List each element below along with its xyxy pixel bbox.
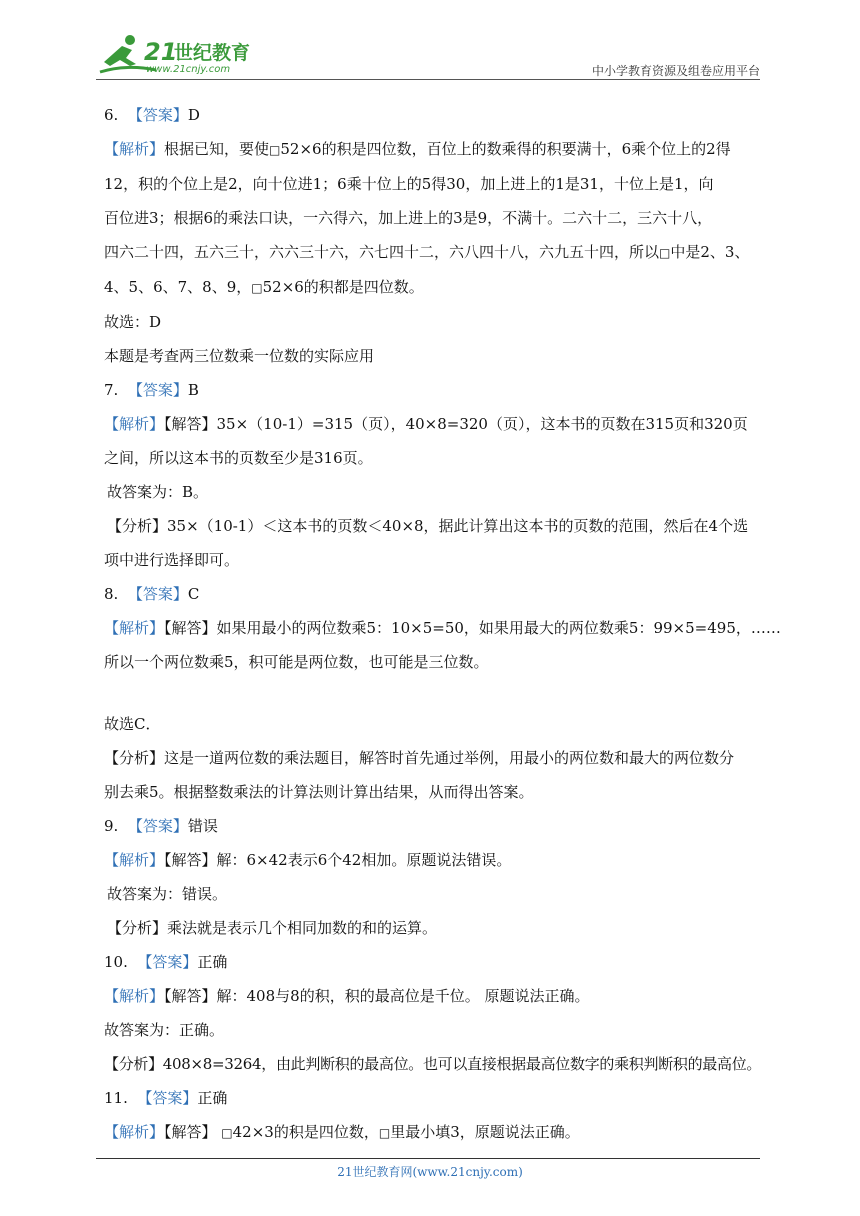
question-number: 6.	[104, 106, 119, 124]
answer-value: 正确	[197, 953, 228, 971]
text: 【解答】解：6×42表示6个42相加。原题说法错误。	[164, 851, 512, 869]
analysis-tag: 【解析】	[104, 851, 165, 869]
q7-analysis-line-2: 之间，所以这本书的页数至少是316页。	[104, 449, 373, 467]
q8-answer-line	[104, 577, 764, 611]
question-number: 7.	[104, 381, 119, 399]
blank-box: □	[221, 1126, 233, 1140]
answer-value: 错误	[187, 817, 218, 835]
q11-analysis-line-1	[104, 1115, 764, 1150]
q9-explanation: 【分析】乘法就是表示几个相同加数的和的运算。	[107, 919, 438, 937]
text: 4、5、6、7、8、9，	[104, 278, 252, 296]
analysis-tag: 【解析】	[104, 140, 165, 158]
text: 根据已知，要使	[164, 140, 270, 158]
q7-answer-line	[104, 373, 764, 407]
q10-analysis-line-1	[104, 979, 764, 1013]
answer-tag: 【答案】	[127, 817, 188, 835]
q9-final-answer: 故答案为：错误。	[107, 885, 228, 903]
q9-answer-line	[104, 809, 764, 843]
text: 42×3的积是四位数，	[232, 1123, 379, 1141]
header-divider	[96, 79, 760, 80]
q8-explanation-line-2: 别去乘5。根据整数乘法的计算法则计算出结果，从而得出答案。	[104, 783, 534, 801]
q11-answer-line	[104, 1081, 764, 1115]
answer-value: B	[187, 381, 199, 399]
answer-tag: 【答案】	[137, 953, 198, 971]
svg-text:21: 21	[144, 38, 178, 66]
text: 里最小填3，原题说法正确。	[390, 1123, 580, 1141]
footer-divider	[96, 1158, 760, 1159]
q8-explanation-line-1: 【分析】这是一道两位数的乘法题目，解答时首先通过举例，用最小的两位数和最大的两位数分	[104, 749, 735, 767]
answer-tag: 【答案】	[137, 1089, 198, 1107]
text: 【解答】35×（10-1）=315（页），40×8=320（页），这本书的页数在315页和320页	[164, 415, 748, 433]
answer-value: D	[187, 106, 200, 124]
q6-answer-line	[104, 98, 764, 132]
analysis-tag: 【解析】	[104, 1123, 165, 1141]
answer-tag: 【答案】	[127, 381, 188, 399]
q8-analysis-line-2: 所以一个两位数乘5，积可能是两位数，也可能是三位数。	[104, 653, 489, 671]
q6-analysis-line-2: 12，积的个位上是2，向十位进1；6乘十位上的5得30，加上进上的1是31，十位上是1，向	[104, 175, 714, 193]
text: 四六二十四，五六三十，六六三十六，六七四十二，六八四十八，六九五十四，所以	[104, 243, 660, 261]
q7-explanation-line-2: 项中进行选择即可。	[104, 551, 240, 569]
text: 【解答】解：408与8的积，积的最高位是千位。 原题说法正确。	[164, 987, 590, 1005]
q8-choice: 故选C．	[104, 715, 161, 733]
text: 52×6的积都是四位数。	[262, 278, 424, 296]
question-number: 10.	[104, 953, 128, 971]
blank-box: □	[378, 1126, 391, 1140]
blank-box: □	[251, 281, 263, 295]
platform-tagline: 中小学教育资源及组卷应用平台	[591, 64, 760, 78]
text: 中是2、3、	[670, 243, 750, 261]
svg-text:世纪教育: 世纪教育	[174, 42, 251, 64]
q10-final-answer: 故答案为：正确。	[104, 1021, 225, 1039]
analysis-tag: 【解析】	[104, 415, 165, 433]
svg-text:www.21cnjy.com: www.21cnjy.com	[146, 64, 231, 75]
page-footer: 21世纪教育网(www.21cnjy.com)	[337, 1165, 523, 1179]
q6-analysis-line-3: 百位进3；根据6的乘法口诀，一六得六，加上进上的3是9，不满十。二六十二，三六十八，	[104, 209, 713, 227]
blank-box: □	[269, 143, 281, 157]
text: 【解答】如果用最小的两位数乘5：10×5=50，如果用最大的两位数乘5：99×5=495，……	[164, 619, 781, 637]
answer-value: C	[187, 585, 200, 603]
logo-graphic	[96, 28, 296, 78]
question-number: 11.	[104, 1089, 128, 1107]
answer-tag: 【答案】	[127, 585, 188, 603]
answer-value: 正确	[197, 1089, 228, 1107]
blank-box: □	[659, 246, 671, 260]
q9-analysis-line-1	[104, 843, 764, 877]
q10-explanation: 【分析】408×8=3264，由此判断积的最高位。也可以直接根据最高位数字的乘积判断积的最高位。	[104, 1055, 762, 1073]
question-number: 9.	[104, 817, 119, 835]
answer-tag: 【答案】	[127, 106, 188, 124]
question-number: 8.	[104, 585, 119, 603]
q6-analysis-line-4	[104, 235, 764, 270]
analysis-tag: 【解析】	[104, 619, 165, 637]
q6-analysis-line-5	[104, 270, 764, 305]
logo	[96, 28, 296, 78]
q6-note: 本题是考查两三位数乘一位数的实际应用	[104, 347, 375, 365]
q7-final-answer: 故答案为：B。	[107, 483, 209, 501]
q6-analysis-line-1	[104, 132, 764, 167]
analysis-tag: 【解析】	[104, 987, 165, 1005]
q10-answer-line	[104, 945, 764, 979]
spacer	[104, 679, 764, 707]
text: 52×6的积是四位数，百位上的数乘得的积要满十，6乘个位上的2得	[280, 140, 731, 158]
answer-content	[104, 98, 781, 1150]
page-header	[96, 28, 760, 80]
q7-explanation-line-1: 【分析】35×（10-1）＜这本书的页数＜40×8，据此计算出这本书的页数的范围，然后在4个选	[107, 517, 749, 535]
text: 【解答】	[164, 1123, 222, 1141]
q8-analysis-line-1	[104, 611, 781, 645]
q7-analysis-line-1	[104, 407, 764, 441]
q6-choice: 故选：D	[104, 313, 162, 331]
